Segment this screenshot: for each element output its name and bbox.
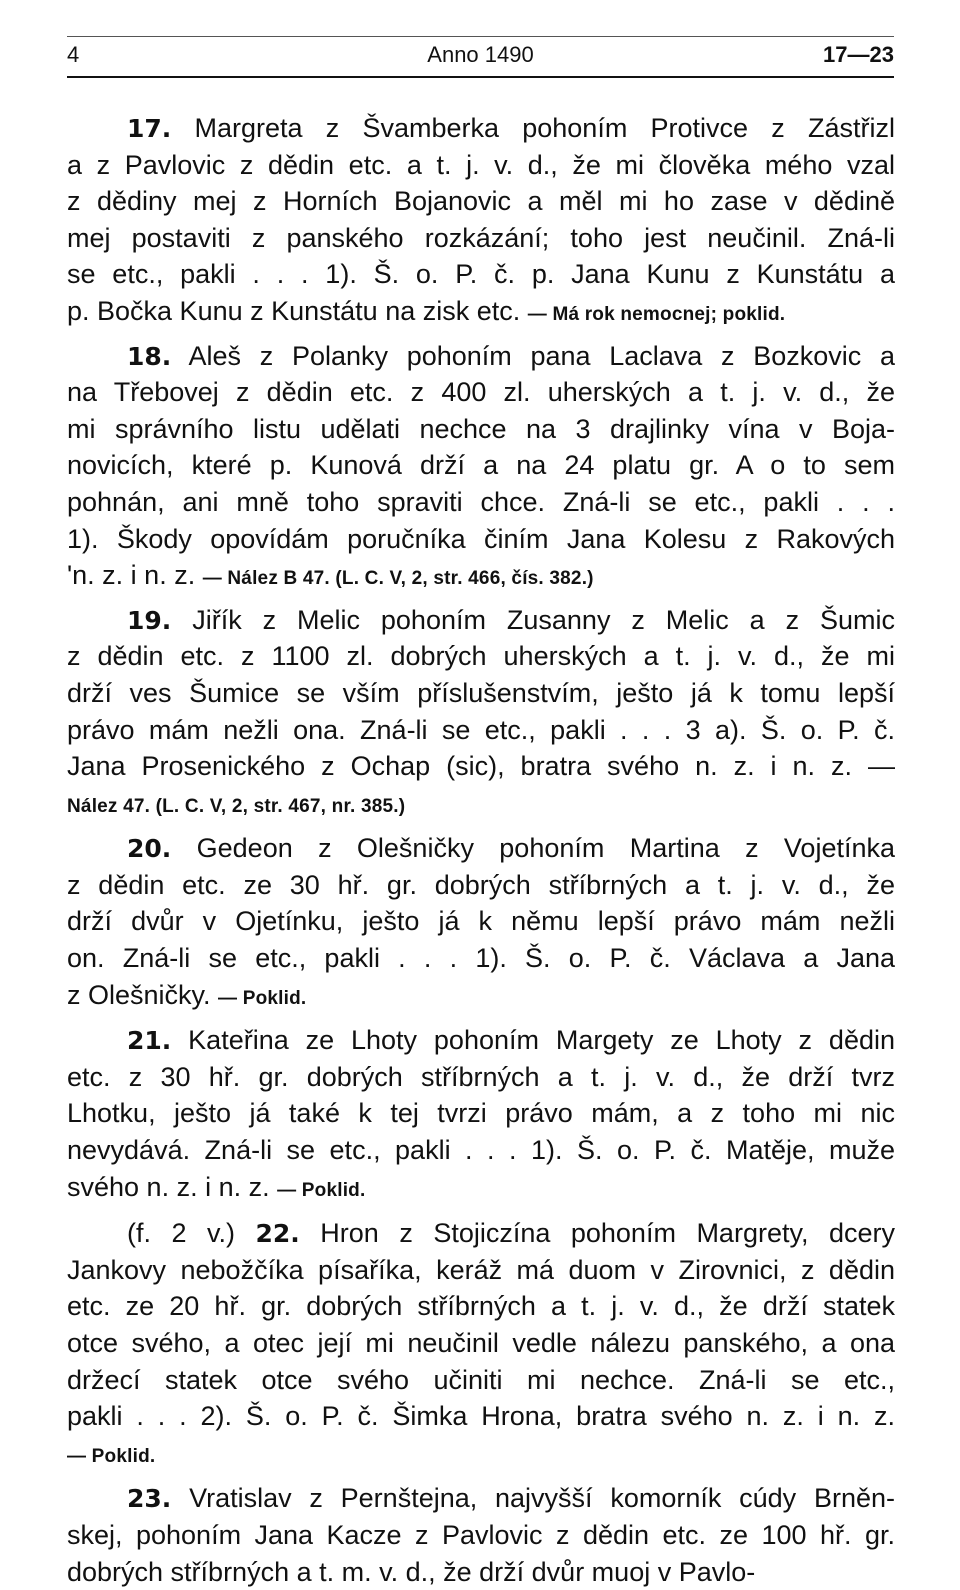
text-line <box>67 748 895 785</box>
line-text: držecí statek otce svého učiniti mi nechce. Zná-li se etc., <box>67 1364 895 1395</box>
line-text: p. Bočka Kunu z Kunstátu na zisk etc. <box>67 295 528 326</box>
text-line <box>67 1095 895 1132</box>
line-text: Kateřina ze Lhoty pohoním Margety ze Lhoty z dědin <box>171 1025 895 1056</box>
text-line <box>67 785 895 822</box>
text-line <box>67 411 895 448</box>
entry-number: 20. <box>127 834 172 864</box>
text-line <box>67 1435 895 1472</box>
text-line <box>67 1059 895 1096</box>
running-title-year: Anno 1490 <box>427 42 534 67</box>
annotation-note: Nález 47. (L. C. V, 2, str. 467, nr. 385.) <box>67 795 406 817</box>
text-line <box>67 940 895 977</box>
line-text: 'n. z. i n. z. <box>67 560 203 591</box>
text-line <box>67 867 895 904</box>
text-line <box>67 557 895 594</box>
text-line <box>67 374 895 411</box>
entry-paragraph <box>67 110 895 330</box>
text-line <box>67 220 895 257</box>
text-line <box>67 1325 895 1362</box>
folio-reference: (f. 2 v.) <box>127 1218 256 1249</box>
text-line <box>67 1398 895 1435</box>
line-text: Jankovy nebožčíka písaříka, keráž má duom v Zirovnici, z dědin <box>67 1254 895 1285</box>
entry-number: 22. <box>255 1219 300 1249</box>
text-line <box>67 1022 895 1059</box>
line-text: Vratislav z Pernštejna, najvyšší komorník cúdy Brněn- <box>171 1483 895 1514</box>
entry-paragraph <box>67 338 895 594</box>
line-text: z dědin etc. ze 30 hř. gr. dobrých stříbrných a t. j. v. d., že <box>67 869 895 900</box>
annotation-note: — Poklid. <box>67 1445 156 1467</box>
text-line <box>67 521 895 558</box>
text-line <box>67 293 895 330</box>
line-text: dobrých stříbrných a t. m. v. d., že drží dvůr muoj v Pavlo- <box>67 1556 756 1587</box>
text-line <box>67 1480 895 1517</box>
text-line <box>67 1288 895 1325</box>
text-line <box>67 712 895 749</box>
line-text: Margreta z Švamberka pohoním Protivce z Zástřizl <box>171 113 895 143</box>
line-text: drží dvůr v Ojetínku, ješto já k němu lepší právo mám nežli <box>67 906 895 937</box>
text-line <box>67 1215 895 1252</box>
line-text: pohnán, ani mně toho spraviti chce. Zná-li se etc., pakli . . . <box>67 486 895 517</box>
annotation-note: — Má rok nemocnej; poklid. <box>527 303 786 325</box>
line-text: 1). Škody opovídám poručníka činím Jana Kolesu z Rakových <box>67 523 895 554</box>
text-line <box>67 977 895 1014</box>
text-line <box>67 256 895 293</box>
entry-paragraph <box>67 1215 895 1471</box>
entry-paragraph <box>67 1022 895 1205</box>
text-line <box>67 1362 895 1399</box>
text-line <box>67 675 895 712</box>
line-text: Aleš z Polanky pohoním pana Laclava z Bozkovic a <box>171 340 895 371</box>
line-text: otce svého, a otec její mi neučinil vedle nálezu panského, a ona <box>67 1328 895 1358</box>
text-line <box>67 638 895 675</box>
line-text: on. Zná-li se etc., pakli . . . 1). Š. o. P. č. Václava a Jana <box>67 943 895 974</box>
page-number: 4 <box>67 42 80 67</box>
entry-paragraph <box>67 830 895 1013</box>
entry-number: 19. <box>127 605 172 635</box>
header-top-rule <box>67 36 894 37</box>
line-text: mej postaviti z panského rozkázání; toho jest neučinil. Zná-li <box>67 222 895 253</box>
line-text: na Třebovej z dědin etc. z 400 zl. uherských a t. j. v. d., že <box>67 377 895 408</box>
entry-range: 17—23 <box>823 42 894 67</box>
document-body <box>67 110 895 1590</box>
line-text: právo mám nežli ona. Zná-li se etc., pakli . . . 3 a). Š. o. P. č. <box>67 714 895 745</box>
line-text: skej, pohoním Jana Kacze z Pavlovic z dědin etc. ze 100 hř. gr. <box>67 1519 895 1550</box>
entry-paragraph <box>67 1480 895 1590</box>
text-line <box>67 1517 895 1554</box>
line-text: z dědin etc. z 1100 zl. dobrých uherských a t. j. v. d., že mi <box>67 641 895 672</box>
text-line <box>67 147 895 184</box>
line-text: novicích, které p. Kunová drží a na 24 platu gr. A o to sem <box>67 450 895 481</box>
annotation-note: — Poklid. <box>277 1179 366 1201</box>
text-line <box>67 903 895 940</box>
text-line <box>67 602 895 639</box>
line-text: etc. z 30 hř. gr. dobrých stříbrných a t. j. v. d., že drží tvrz <box>67 1061 895 1092</box>
entry-paragraph <box>67 602 895 822</box>
text-line <box>67 1132 895 1169</box>
line-text: svého n. z. i n. z. <box>67 1171 278 1202</box>
text-line <box>67 1554 895 1590</box>
line-text: nevydává. Zná-li se etc., pakli . . . 1). Š. o. P. č. Matěje, muže <box>67 1135 895 1166</box>
text-line <box>67 447 895 484</box>
text-line <box>67 338 895 375</box>
text-line <box>67 484 895 521</box>
entry-number: 21. <box>127 1026 172 1056</box>
line-text: etc. ze 20 hř. gr. dobrých stříbrných a t. j. v. d., že drží statek <box>67 1291 895 1322</box>
text-line <box>67 110 895 147</box>
text-line <box>67 183 895 220</box>
entry-number: 23. <box>127 1484 172 1514</box>
line-text: pakli . . . 2). Š. o. P. č. Šimka Hrona, bratra svého n. z. i n. z. <box>67 1401 895 1432</box>
entry-number: 17. <box>127 114 172 143</box>
line-text: z Olešničky. <box>67 979 219 1010</box>
text-line <box>67 830 895 867</box>
running-header <box>67 36 894 78</box>
line-text: Jiřík z Melic pohoním Zusanny z Melic a z Šumic <box>171 604 895 635</box>
line-text: Hron z Stojiczína pohoním Margrety, dcery <box>299 1218 895 1249</box>
line-text: se etc., pakli . . . 1). Š. o. P. č. p. Jana Kunu z Kunstátu a <box>67 259 895 290</box>
entry-number: 18. <box>127 341 172 371</box>
text-line <box>67 1252 895 1289</box>
line-text: a z Pavlovic z dědin etc. a t. j. v. d., že mi člověka mého vzal <box>67 149 895 180</box>
annotation-note: — Poklid. <box>218 987 307 1009</box>
line-text: mi správního listu udělati nechce na 3 drajlinky vína v Boja- <box>67 413 895 444</box>
line-text: z dědiny mej z Horních Bojanovic a měl mi ho zase v dědině <box>67 186 895 217</box>
text-line <box>67 1169 895 1206</box>
line-text: Gedeon z Olešničky pohoním Martina z Vojetínka <box>171 833 895 864</box>
annotation-note: — Nález B 47. (L. C. V, 2, str. 466, čís. 382.) <box>202 568 594 590</box>
line-text: drží ves Šumice se vším příslušenstvím, ješto já k tomu lepší <box>67 677 895 708</box>
line-text: Lhotku, ješto já také k tej tvrzi právo mám, a z toho mi nic <box>67 1098 895 1129</box>
line-text: Jana Prosenického z Ochap (sic), bratra svého n. z. i n. z. — <box>67 751 895 782</box>
